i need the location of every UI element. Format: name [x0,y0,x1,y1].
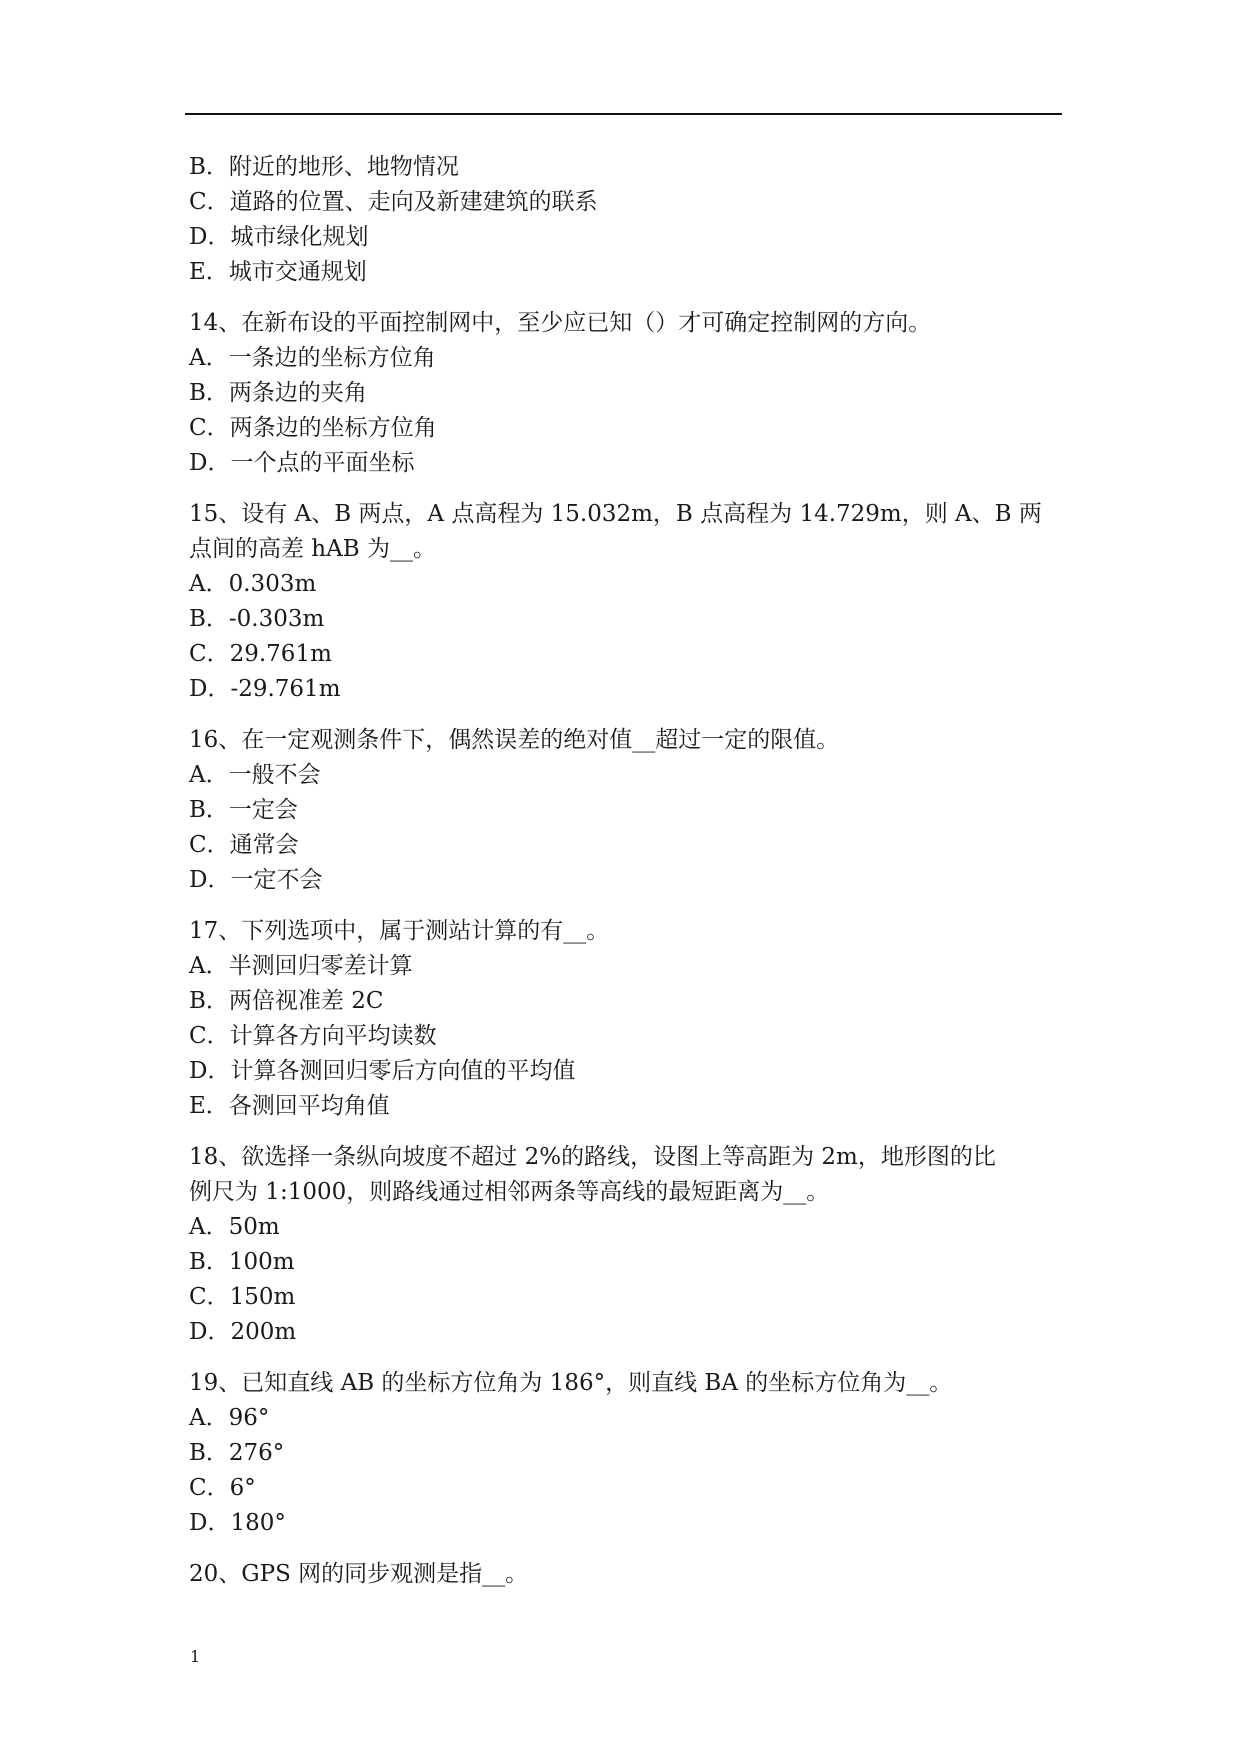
option-line: B．-0.303m [189,606,325,632]
option-line: C．6° [189,1475,256,1501]
option-line: A．50m [189,1214,280,1240]
option-line: B．两条边的夹角 [189,380,367,406]
option-line: D．180° [189,1510,286,1536]
question-stem: 17、下列选项中，属于测站计算的有__。 [189,918,610,944]
question-stem: 点间的高差 hAB 为__。 [189,536,436,562]
option-line: C．两条边的坐标方位角 [189,415,437,441]
question-stem: 例尺为 1:1000，则路线通过相邻两条等高线的最短距离为__。 [189,1179,830,1205]
question-16 [189,723,1061,898]
question-stem: 20、GPS 网的同步观测是指__。 [189,1561,529,1587]
option-line: E．城市交通规划 [189,259,367,285]
header-rule [185,113,1062,115]
question-stem: 19、已知直线 AB 的坐标方位角为 186°，则直线 BA 的坐标方位角为__。 [189,1370,953,1396]
option-line: C．道路的位置、走向及新建建筑的联系 [189,189,598,215]
option-line: C．150m [189,1284,296,1310]
option-line: C．通常会 [189,832,299,858]
option-line: E．各测回平均角值 [189,1093,390,1119]
option-line: D．-29.761m [189,676,341,702]
option-line: B．附近的地形、地物情况 [189,154,459,180]
option-line: D．一个点的平面坐标 [189,450,415,476]
option-line: B．两倍视准差 2C [189,988,384,1014]
page-number: 1 [190,1647,201,1666]
option-line: B．276° [189,1440,285,1466]
question-stem: 15、设有 A、B 两点，A 点高程为 15.032m，B 点高程为 14.729m，则 A、B 两 [189,501,1042,527]
question-stem: 14、在新布设的平面控制网中，至少应已知（）才可确定控制网的方向。 [189,310,932,336]
option-line: A．半测回归零差计算 [189,953,413,979]
document-body [189,150,1061,1592]
question-18 [189,1140,1061,1350]
question-stem: 18、欲选择一条纵向坡度不超过 2%的路线，设图上等高距为 2m，地形图的比 [189,1144,996,1170]
question-15 [189,497,1061,707]
option-line: D．计算各测回归零后方向值的平均值 [189,1058,576,1084]
question-14 [189,306,1061,481]
option-line: C．29.761m [189,641,332,667]
option-line: B．一定会 [189,797,298,823]
option-line: A．一条边的坐标方位角 [189,345,436,371]
option-line: A．一般不会 [189,762,321,788]
option-line: D．200m [189,1319,297,1345]
option-line: A．96° [189,1405,270,1431]
option-line: C．计算各方向平均读数 [189,1023,437,1049]
option-line: A．0.303m [189,571,317,597]
question-19 [189,1366,1061,1541]
question-17 [189,914,1061,1124]
intro-options [189,150,1061,290]
question-20 [189,1557,1061,1592]
option-line: D．城市绿化规划 [189,224,369,250]
option-line: D．一定不会 [189,867,323,893]
option-line: B．100m [189,1249,295,1275]
question-stem: 16、在一定观测条件下，偶然误差的绝对值__超过一定的限值。 [189,727,840,753]
